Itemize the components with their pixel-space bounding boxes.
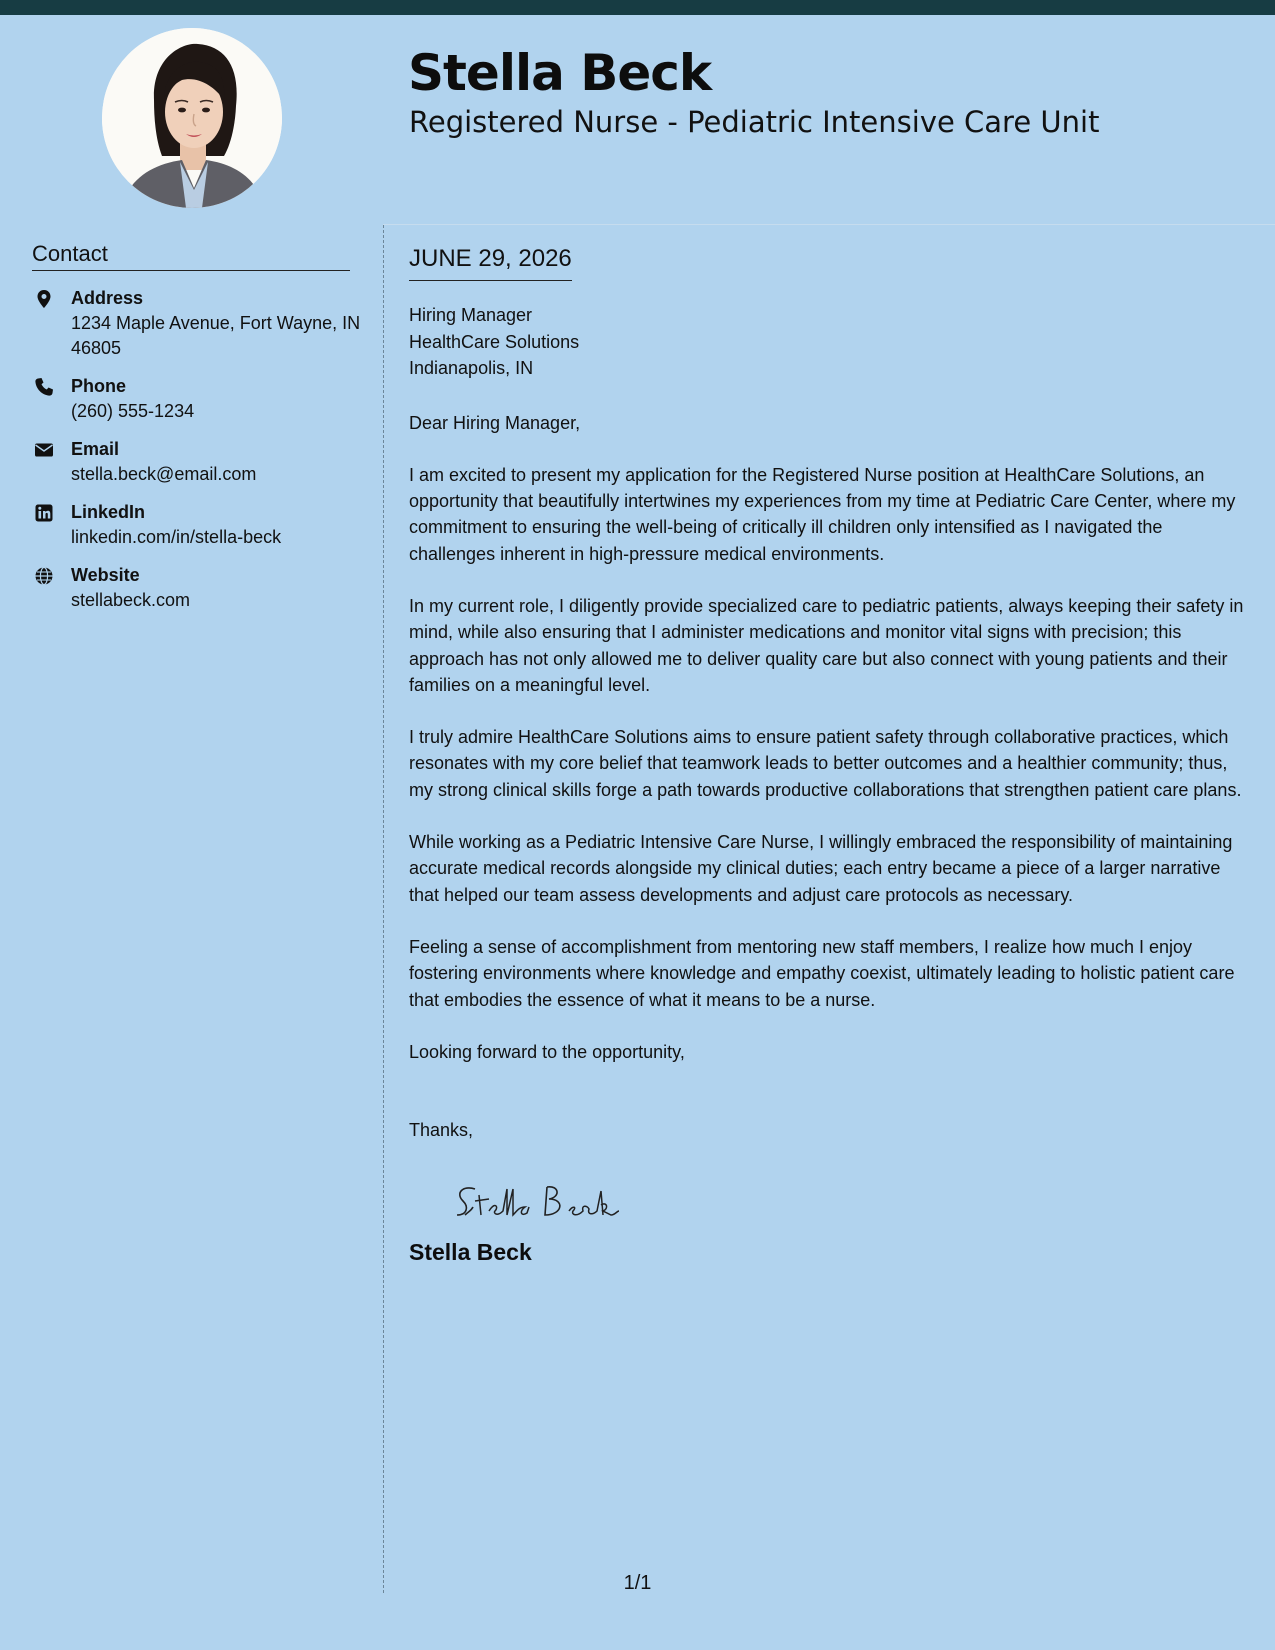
job-title: Registered Nurse - Pediatric Intensive Care Unit [409,105,1100,139]
page-number: 1/1 [623,1572,652,1594]
phone-icon [34,377,54,397]
body-paragraph: I am excited to present my application for the Registered Nurse position at HealthCare Solutions, an opportunity that beautifully intertwines my experiences from my time at Pediatric Care Center, where my commitment to ensuring the well-being of critically ill children only intensified as I navigated the challenges inherent in high-pressure medical environments. [409,464,1236,564]
body-paragraph: In my current role, I diligently provide specialized care to pediatric patients, always keeping their safety in mind, while also ensuring that I administer medications and monitor vital signs with precision; this approach has not only allowed me to deliver quality care but also connect with young patients and their families on a meaningful level. [409,595,1244,695]
signer-name: Stella Beck [409,1239,532,1266]
column-divider [383,225,384,1593]
linkedin-value[interactable]: linkedin.com/in/stella-beck [71,527,282,547]
map-pin-icon [34,289,54,309]
globe-icon [34,566,54,586]
recipient-block [409,302,1249,382]
contact-heading: Contact [32,240,350,271]
phone-value: (260) 555-1234 [71,401,195,421]
applicant-name: Stella Beck [408,44,712,102]
website-label: Website [71,565,140,585]
header-divider [383,224,1275,225]
handwritten-signature [449,1171,649,1227]
envelope-icon [34,440,54,460]
body-paragraph: I truly admire HealthCare Solutions aims to ensure patient safety through collaborative practices, which resonates with my core belief that teamwork leads to better outcomes and a healthier community; thus, my strong clinical skills forge a path towards productive collaborations that strengthen patient care plans. [409,727,1242,800]
body-paragraph: Feeling a sense of accomplishment from mentoring new staff members, I realize how much I enjoy fostering environments where knowledge and empathy coexist, ultimately leading to holistic patient care that embodies the essence of what it means to be a nurse. [409,936,1235,1010]
email-value[interactable]: stella.beck@email.com [71,464,257,484]
phone-label: Phone [71,376,127,396]
address-value: 1234 Maple Avenue, Fort Wayne, IN 46805 [71,313,361,358]
recipient-line: Indianapolis, IN [409,358,534,378]
salutation: Dear Hiring Manager, [409,412,581,433]
linkedin-label: LinkedIn [71,502,146,522]
top-accent-bar [0,0,1275,15]
recipient-line: Hiring Manager [409,305,533,325]
recipient-line: HealthCare Solutions [409,331,580,352]
linkedin-icon [34,503,54,523]
letter-body [409,240,1249,1267]
signoff: Thanks, [409,1120,474,1141]
address-label: Address [71,288,144,308]
profile-photo [102,28,282,208]
email-label: Email [71,439,120,459]
body-paragraph: While working as a Pediatric Intensive Care Nurse, I willingly embraced the responsibility of maintaining accurate medical records alongside my clinical duties; each entry became a piece of a larger narrative that helped our team assess developments and adjust care protocols as necessary. [409,832,1233,905]
letter-date: JUNE 29, 2026 [409,240,572,281]
closing-line: Looking forward to the opportunity, [409,1041,685,1062]
website-value[interactable]: stellabeck.com [71,590,191,610]
